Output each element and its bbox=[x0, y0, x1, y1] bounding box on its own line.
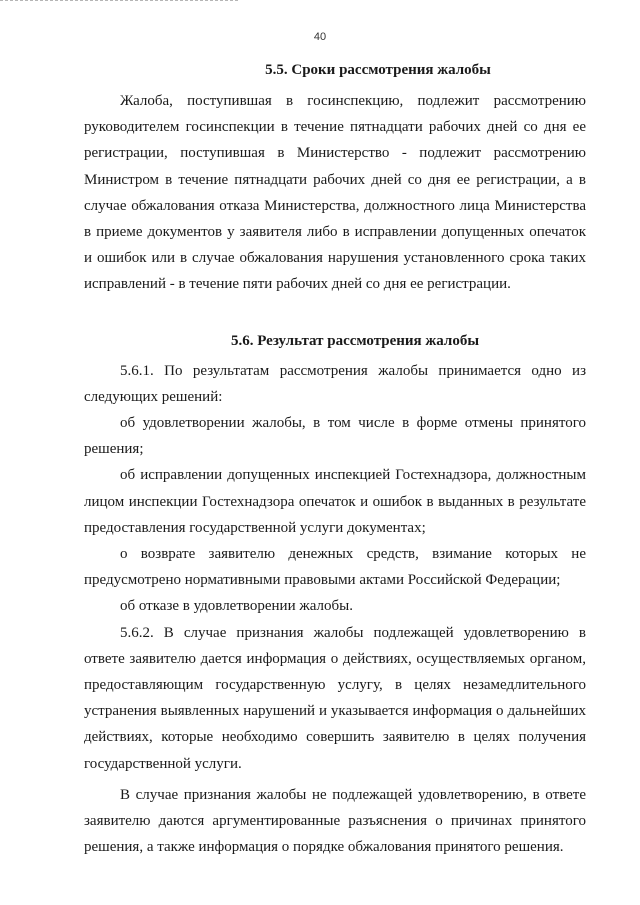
section-5-5-paragraph: Жалоба, поступившая в госинспекцию, подлежит рассмотрению руководителем госинспекции в течение пятнадцати рабочих дней со дня ее регистрации, поступившая в Министерство - подлежит рассмотрению Министром в течение пятнадцати рабочих дней со дня ее регистрации, а в случае обжалования отказа Министерства, должностного лица Министерства в приеме документов у заявителя либо в исправлении допущенных опечаток и ошибок или в случае обжалования нарушения установленного срока таких исправлений - в течение пяти рабочих дней со дня ее регистрации. bbox=[84, 93, 586, 293]
scan-top-edge-divider bbox=[0, 0, 238, 1]
section-5-5 bbox=[84, 57, 586, 298]
decision-item-satisfy: об удовлетворении жалобы, в том числе в форме отмены принятого решения; bbox=[84, 415, 586, 458]
clause-5-6-2: 5.6.2. В случае признания жалобы подлежащей удовлетворению в ответе заявителю дается информация о действиях, осуществляемых органом, предоставляющим государственную услугу, в целях незамедлительного устранения выявленных нарушений и указывается информация о дальнейших действиях, которые необходимо совершить заявителю в целях получения государственной услуги. bbox=[84, 624, 586, 772]
section-5-6 bbox=[84, 328, 586, 861]
decision-item-refund: о возврате заявителю денежных средств, взимание которых не предусмотрено нормативными правовыми актами Российской Федерации; bbox=[84, 546, 586, 589]
section-5-6-title: 5.6. Результат рассмотрения жалобы bbox=[230, 332, 480, 349]
page-number: 40 bbox=[313, 31, 327, 43]
section-5-6-body bbox=[84, 358, 586, 861]
clause-refusal-explanation: В случае признания жалобы не подлежащей удовлетворению, в ответе заявителю даются аргументированные разъяснения о причинах принятого решения, а также информация о порядке обжалования принятого решения. bbox=[84, 786, 586, 856]
document-body bbox=[84, 57, 586, 860]
clause-5-6-1: 5.6.1. По результатам рассмотрения жалобы принимается одно из следующих решений: bbox=[84, 362, 586, 405]
decision-item-refuse: об отказе в удовлетворении жалобы. bbox=[120, 598, 353, 615]
section-5-5-title: 5.5. Сроки рассмотрения жалобы bbox=[265, 62, 491, 78]
decision-item-correct-errors: об исправлении допущенных инспекцией Гостехнадзора, должностным лицом инспекции Гостехнадзора опечаток и ошибок в выданных в результате предоставления государственной услуги документах; bbox=[84, 467, 586, 536]
